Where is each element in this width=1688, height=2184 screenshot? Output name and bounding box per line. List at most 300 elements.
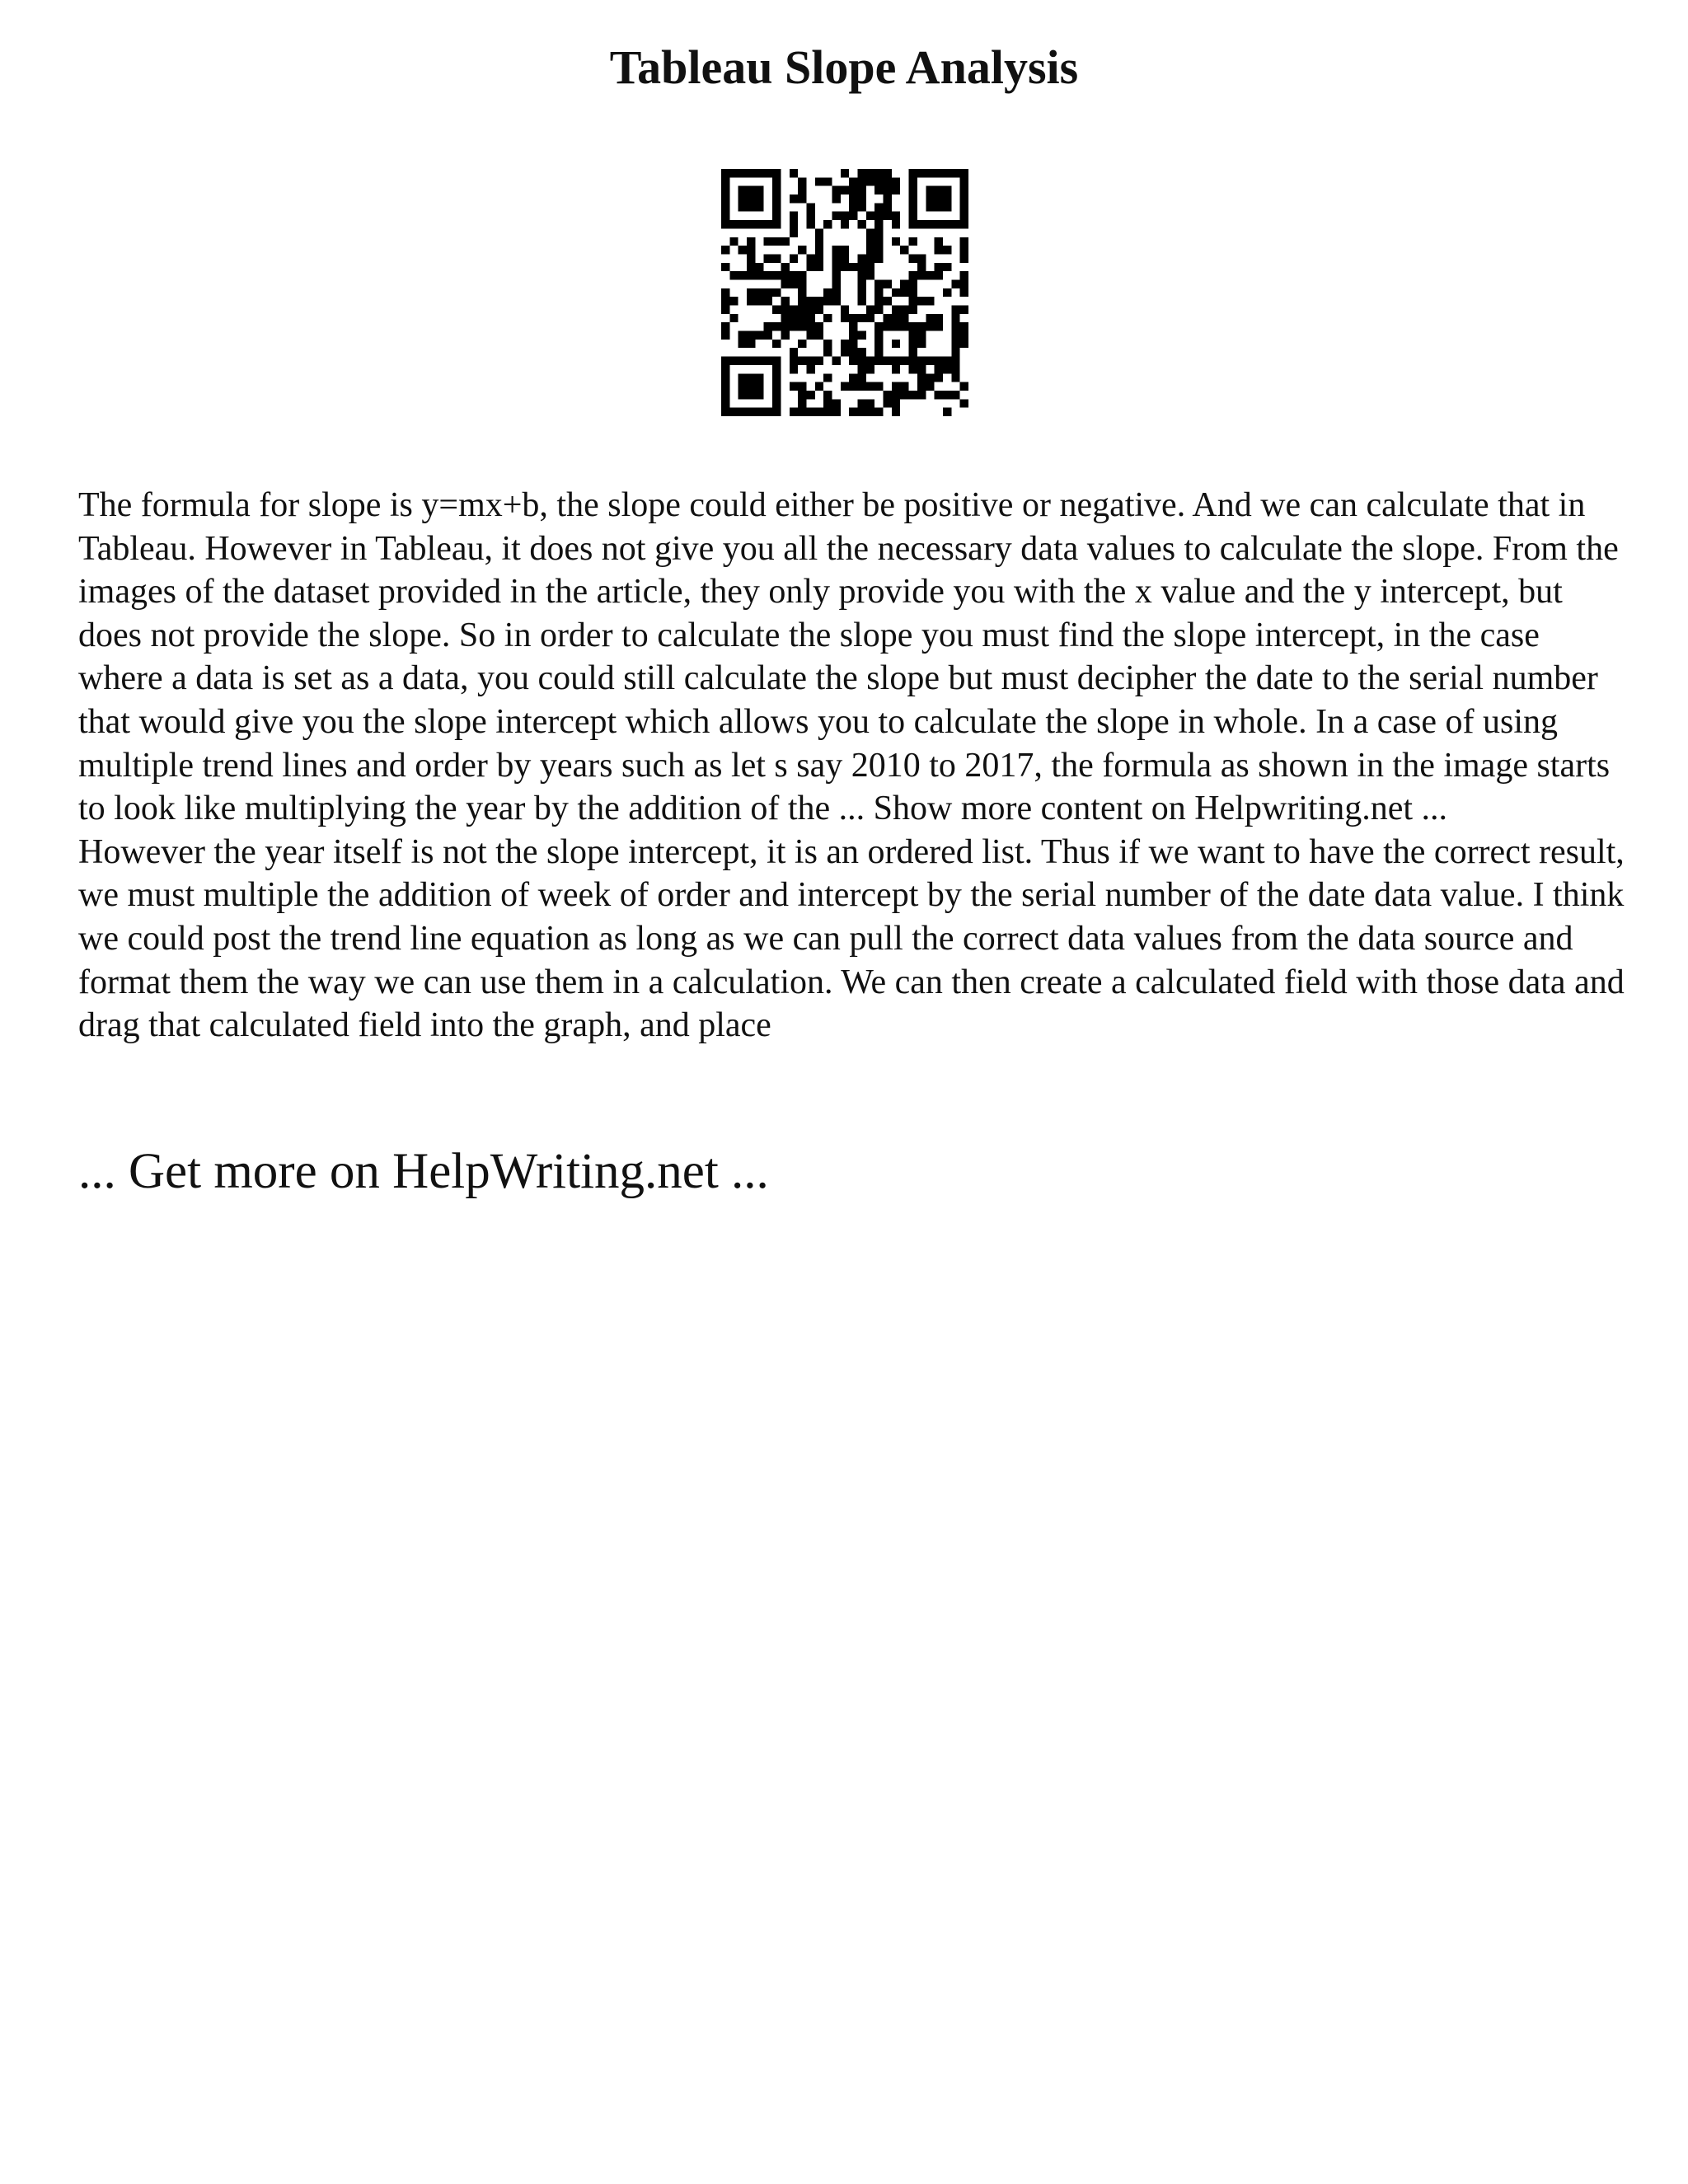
qr-module — [747, 408, 755, 416]
qr-module — [917, 340, 926, 348]
qr-module — [721, 399, 729, 407]
qr-module — [798, 271, 806, 279]
qr-module — [951, 373, 959, 382]
qr-module — [781, 322, 789, 330]
qr-module — [729, 408, 738, 416]
qr-module — [806, 365, 814, 373]
qr-module — [747, 288, 755, 297]
qr-module — [926, 357, 934, 365]
qr-module — [849, 373, 857, 382]
qr-module — [849, 263, 857, 271]
qr-module — [738, 203, 747, 211]
qr-module — [729, 314, 738, 322]
qr-module — [755, 220, 763, 228]
qr-module — [832, 279, 840, 288]
qr-module — [772, 340, 781, 348]
qr-module — [926, 194, 934, 203]
qr-module — [823, 348, 832, 356]
qr-module — [772, 306, 781, 314]
qr-code-icon — [721, 169, 968, 416]
qr-module — [858, 314, 866, 322]
qr-module — [926, 169, 934, 177]
qr-module — [790, 279, 798, 288]
qr-module — [926, 203, 934, 211]
qr-module — [926, 322, 934, 330]
qr-module — [798, 322, 806, 330]
qr-module — [874, 382, 883, 391]
qr-module — [772, 271, 781, 279]
qr-module — [892, 314, 900, 322]
qr-module — [764, 288, 772, 297]
qr-module — [781, 314, 789, 322]
qr-module — [960, 306, 968, 314]
qr-module — [806, 254, 814, 262]
qr-module — [806, 263, 814, 271]
qr-module — [874, 237, 883, 246]
qr-module — [747, 194, 755, 203]
qr-module — [806, 212, 814, 220]
qr-module — [823, 373, 832, 382]
qr-module — [823, 340, 832, 348]
qr-module — [721, 297, 729, 305]
qr-module — [764, 237, 772, 246]
qr-module — [823, 408, 832, 416]
qr-module — [738, 186, 747, 194]
qr-module — [747, 220, 755, 228]
qr-module — [960, 279, 968, 288]
qr-module — [960, 399, 968, 407]
qr-module — [960, 382, 968, 391]
qr-module — [764, 220, 772, 228]
qr-module — [772, 357, 781, 365]
qr-module — [747, 271, 755, 279]
qr-module — [849, 212, 857, 220]
qr-module — [909, 220, 917, 228]
qr-module — [866, 365, 874, 373]
qr-module — [721, 186, 729, 194]
qr-module — [874, 254, 883, 262]
qr-module — [849, 177, 857, 185]
qr-module — [841, 246, 849, 254]
qr-module — [747, 169, 755, 177]
qr-module — [832, 186, 840, 194]
qr-module — [858, 382, 866, 391]
qr-module — [755, 169, 763, 177]
paragraph-1: The formula for slope is y=mx+b, the slope could either be positive or negative. And we can calculate that in Tableau. However in Tableau, it does not give you all the necessary data values to calculate the slope. From the images of the dataset provided in the article, they only provide you with the x value and the y intercept, but does not provide the slope. So in order to calculate the slope you must find the slope intercept, in the case where a data is set as a data, you could still calculate the slope but must decipher the date to the serial number that would give you the slope intercept which allows you to calculate the slope in whole. In a case of using multiple trend lines and order by years such as let s say 2010 to 2017, the formula as shown in the image starts to look like multiplying the year by the addition of the ... Show more content on Helpwriting.net ... — [78, 486, 1619, 828]
qr-module — [806, 357, 814, 365]
qr-module — [755, 263, 763, 271]
qr-module — [935, 391, 943, 399]
qr-module — [926, 373, 934, 382]
qr-module — [790, 322, 798, 330]
qr-module — [832, 212, 840, 220]
qr-module — [772, 194, 781, 203]
qr-module — [909, 271, 917, 279]
qr-module — [815, 306, 823, 314]
qr-module — [747, 254, 755, 262]
qr-module — [866, 177, 874, 185]
qr-module — [841, 382, 849, 391]
qr-module — [951, 357, 959, 365]
qr-module — [892, 399, 900, 407]
qr-module — [790, 228, 798, 237]
qr-module — [790, 194, 798, 203]
qr-module — [781, 331, 789, 340]
qr-module — [841, 254, 849, 262]
qr-module — [866, 314, 874, 322]
qr-module — [815, 382, 823, 391]
qr-module — [858, 288, 866, 297]
qr-module — [781, 263, 789, 271]
qr-module — [772, 382, 781, 391]
qr-module — [909, 306, 917, 314]
qr-module — [790, 357, 798, 365]
qr-module — [832, 357, 840, 365]
qr-module — [755, 357, 763, 365]
qr-module — [798, 408, 806, 416]
qr-module — [738, 340, 747, 348]
qr-module — [874, 228, 883, 237]
qr-module — [917, 331, 926, 340]
qr-module — [747, 391, 755, 399]
qr-module — [823, 288, 832, 297]
qr-module — [755, 186, 763, 194]
qr-module — [858, 399, 866, 407]
qr-module — [874, 331, 883, 340]
qr-module — [866, 169, 874, 177]
qr-module — [874, 357, 883, 365]
qr-module — [849, 322, 857, 330]
qr-module — [790, 212, 798, 220]
qr-module — [926, 186, 934, 194]
qr-module — [832, 408, 840, 416]
qr-module — [806, 408, 814, 416]
qr-module — [772, 203, 781, 211]
qr-module — [815, 237, 823, 246]
qr-module — [721, 288, 729, 297]
qr-module — [917, 263, 926, 271]
qr-module — [738, 331, 747, 340]
qr-module — [943, 203, 951, 211]
qr-module — [815, 322, 823, 330]
qr-module — [781, 237, 789, 246]
qr-module — [892, 288, 900, 297]
qr-module — [790, 382, 798, 391]
qr-module — [806, 314, 814, 322]
qr-module — [747, 297, 755, 305]
qr-module — [772, 391, 781, 399]
qr-module — [806, 203, 814, 211]
qr-module — [884, 399, 892, 407]
qr-module — [917, 297, 926, 305]
qr-module — [772, 220, 781, 228]
qr-module — [909, 331, 917, 340]
qr-module — [900, 246, 908, 254]
qr-module — [721, 212, 729, 220]
qr-module — [909, 348, 917, 356]
qr-module — [884, 169, 892, 177]
qr-module — [874, 348, 883, 356]
qr-module — [960, 212, 968, 220]
qr-module — [960, 254, 968, 262]
qr-module — [772, 288, 781, 297]
qr-module — [943, 408, 951, 416]
qr-module — [849, 348, 857, 356]
qr-module — [747, 203, 755, 211]
qr-module — [858, 177, 866, 185]
qr-module — [806, 220, 814, 228]
qr-module — [729, 271, 738, 279]
qr-module — [960, 288, 968, 297]
qr-module — [798, 314, 806, 322]
qr-module — [841, 186, 849, 194]
qr-module — [781, 297, 789, 305]
qr-module — [798, 288, 806, 297]
qr-module — [900, 314, 908, 322]
qr-module — [772, 365, 781, 373]
qr-module — [951, 169, 959, 177]
qr-module — [935, 169, 943, 177]
qr-module — [943, 391, 951, 399]
qr-module — [951, 331, 959, 340]
qr-module — [858, 297, 866, 305]
qr-module — [729, 237, 738, 246]
qr-module — [721, 177, 729, 185]
qr-module — [884, 212, 892, 220]
qr-module — [909, 212, 917, 220]
qr-module — [892, 186, 900, 194]
qr-module — [832, 194, 840, 203]
qr-module — [909, 391, 917, 399]
qr-module — [909, 194, 917, 203]
qr-module — [738, 382, 747, 391]
qr-module — [781, 271, 789, 279]
qr-module — [823, 177, 832, 185]
qr-module — [917, 322, 926, 330]
qr-module — [806, 306, 814, 314]
qr-module — [849, 357, 857, 365]
qr-module — [935, 314, 943, 322]
qr-module — [729, 357, 738, 365]
qr-module — [960, 271, 968, 279]
qr-module — [747, 246, 755, 254]
qr-module — [832, 288, 840, 297]
qr-module — [798, 279, 806, 288]
qr-module — [935, 246, 943, 254]
qr-module — [849, 186, 857, 194]
qr-module — [951, 322, 959, 330]
qr-module — [747, 382, 755, 391]
qr-module — [798, 399, 806, 407]
qr-module — [747, 237, 755, 246]
qr-module — [935, 203, 943, 211]
qr-module — [926, 314, 934, 322]
qr-module — [738, 169, 747, 177]
qr-module — [798, 246, 806, 254]
qr-module — [917, 357, 926, 365]
qr-module — [892, 365, 900, 373]
qr-module — [798, 186, 806, 194]
qr-module — [866, 237, 874, 246]
qr-module — [832, 263, 840, 271]
qr-module — [747, 373, 755, 382]
qr-module — [755, 382, 763, 391]
qr-module — [943, 186, 951, 194]
qr-module — [926, 220, 934, 228]
article-body — [78, 484, 1628, 1047]
qr-module — [815, 331, 823, 340]
qr-module — [755, 271, 763, 279]
qr-module — [790, 314, 798, 322]
qr-module — [772, 237, 781, 246]
qr-module — [874, 177, 883, 185]
qr-module — [909, 357, 917, 365]
qr-module — [909, 297, 917, 305]
qr-module — [755, 288, 763, 297]
qr-module — [721, 373, 729, 382]
qr-module — [721, 331, 729, 340]
qr-module — [917, 271, 926, 279]
qr-module — [772, 212, 781, 220]
qr-module — [764, 408, 772, 416]
qr-module — [943, 263, 951, 271]
qr-module — [884, 279, 892, 288]
qr-module — [841, 263, 849, 271]
qr-module — [764, 357, 772, 365]
qr-module — [935, 271, 943, 279]
qr-module — [858, 331, 866, 340]
qr-module — [806, 391, 814, 399]
qr-module — [884, 322, 892, 330]
page-title: Tableau Slope Analysis — [609, 40, 1079, 94]
qr-module — [884, 357, 892, 365]
qr-module — [721, 169, 729, 177]
qr-module — [900, 288, 908, 297]
qr-module — [858, 373, 866, 382]
qr-module — [874, 340, 883, 348]
qr-module — [960, 169, 968, 177]
qr-module — [926, 271, 934, 279]
qr-module — [960, 220, 968, 228]
qr-module — [909, 322, 917, 330]
qr-module — [721, 246, 729, 254]
qr-module — [858, 365, 866, 373]
qr-module — [738, 246, 747, 254]
qr-module — [815, 228, 823, 237]
qr-module — [892, 237, 900, 246]
qr-module — [729, 220, 738, 228]
qr-module — [917, 169, 926, 177]
qr-module — [892, 408, 900, 416]
qr-module — [884, 186, 892, 194]
qr-module — [721, 203, 729, 211]
qr-module — [849, 408, 857, 416]
qr-module — [772, 254, 781, 262]
qr-module — [874, 220, 883, 228]
qr-module — [798, 382, 806, 391]
qr-module — [815, 246, 823, 254]
get-more-link[interactable]: ... Get more on HelpWriting.net ... — [78, 1144, 769, 1199]
qr-module — [892, 340, 900, 348]
qr-module — [943, 246, 951, 254]
qr-module — [790, 348, 798, 356]
qr-module — [747, 331, 755, 340]
qr-module — [909, 279, 917, 288]
qr-module — [917, 365, 926, 373]
qr-module — [858, 194, 866, 203]
qr-module — [721, 408, 729, 416]
qr-module — [943, 169, 951, 177]
qr-module — [790, 408, 798, 416]
qr-module — [866, 254, 874, 262]
qr-module — [747, 340, 755, 348]
qr-module — [849, 314, 857, 322]
qr-module — [790, 254, 798, 262]
qr-module — [874, 186, 883, 194]
qr-module — [729, 169, 738, 177]
qr-module — [909, 237, 917, 246]
qr-module — [798, 391, 806, 399]
qr-module — [960, 194, 968, 203]
qr-module — [951, 340, 959, 348]
qr-module — [874, 246, 883, 254]
qr-module — [866, 408, 874, 416]
qr-module — [798, 340, 806, 348]
qr-module — [909, 169, 917, 177]
qr-module — [798, 194, 806, 203]
qr-module — [874, 212, 883, 220]
qr-module — [849, 382, 857, 391]
qr-module — [866, 306, 874, 314]
qr-module — [874, 322, 883, 330]
qr-module — [738, 408, 747, 416]
qr-module — [841, 220, 849, 228]
qr-module — [772, 322, 781, 330]
qr-module — [738, 194, 747, 203]
qr-module — [747, 357, 755, 365]
qr-module — [909, 288, 917, 297]
qr-module — [917, 220, 926, 228]
qr-module — [781, 279, 789, 288]
qr-module — [951, 365, 959, 373]
qr-module — [874, 169, 883, 177]
qr-module — [815, 177, 823, 185]
qr-module — [935, 263, 943, 271]
qr-module — [764, 331, 772, 340]
qr-module — [858, 271, 866, 279]
qr-module — [772, 177, 781, 185]
qr-module — [738, 220, 747, 228]
qr-module — [866, 357, 874, 365]
qr-module — [951, 220, 959, 228]
qr-module — [764, 322, 772, 330]
qr-module — [866, 228, 874, 237]
qr-module — [892, 391, 900, 399]
qr-module — [909, 203, 917, 211]
qr-module — [815, 297, 823, 305]
qr-module — [764, 297, 772, 305]
qr-module — [798, 306, 806, 314]
qr-module — [917, 391, 926, 399]
qr-module — [900, 306, 908, 314]
qr-module — [874, 288, 883, 297]
qr-module — [764, 254, 772, 262]
qr-code[interactable] — [721, 169, 968, 416]
qr-module — [874, 279, 883, 288]
qr-module — [900, 279, 908, 288]
qr-module — [790, 169, 798, 177]
qr-module — [815, 254, 823, 262]
